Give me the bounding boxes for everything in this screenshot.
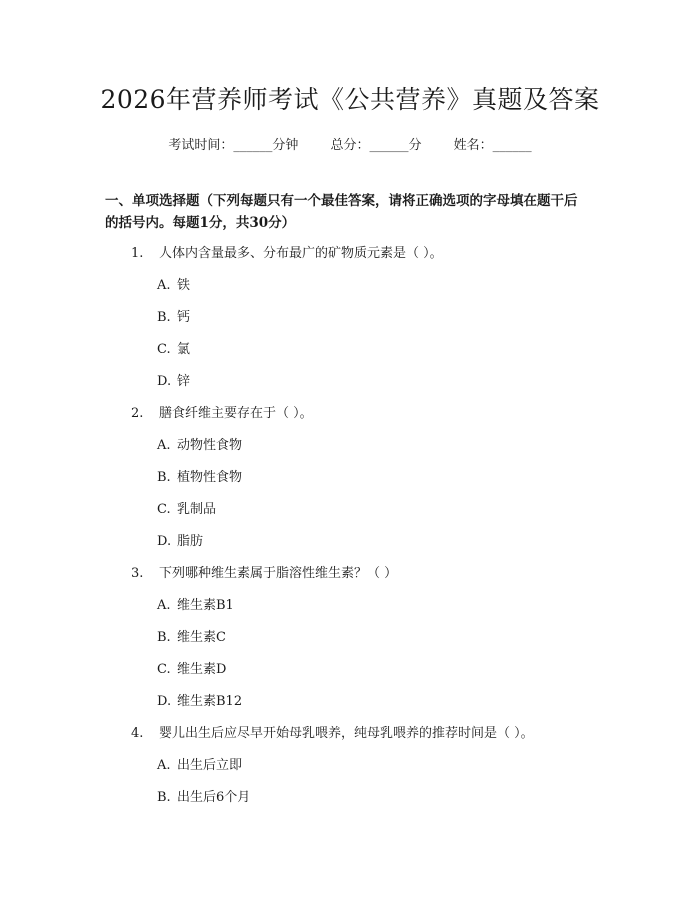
question-item xyxy=(131,243,700,275)
answer-option[interactable] xyxy=(157,467,700,499)
question-number: 3. xyxy=(131,566,144,581)
question-list xyxy=(0,243,700,819)
question-text: 下列哪种维生素属于脂溶性维生素？（ ） xyxy=(159,566,398,581)
option-text: 铁 xyxy=(177,278,191,293)
option-letter: D. xyxy=(157,374,172,389)
option-letter: A. xyxy=(157,278,171,293)
total-score-field: 总分：______分 xyxy=(330,138,422,153)
option-letter: D. xyxy=(157,534,172,549)
document-title: 2026年营养师考试《公共营养》真题及答案 xyxy=(100,85,600,114)
answer-option[interactable] xyxy=(157,755,700,787)
answer-option[interactable] xyxy=(157,627,700,659)
question-text: 膳食纤维主要存在于（ ）。 xyxy=(159,406,313,421)
option-letter: C. xyxy=(157,342,171,357)
question-number: 4. xyxy=(131,726,144,741)
answer-option[interactable] xyxy=(157,339,700,371)
option-text: 植物性食物 xyxy=(177,470,243,485)
answer-option[interactable] xyxy=(157,499,700,531)
question-item xyxy=(131,563,700,595)
option-text: 锌 xyxy=(177,374,191,389)
question-number: 2. xyxy=(131,406,144,421)
answer-option[interactable] xyxy=(157,595,700,627)
option-letter: A. xyxy=(157,758,171,773)
option-letter: B. xyxy=(157,310,171,325)
option-text: 维生素D xyxy=(177,662,227,677)
answer-option[interactable] xyxy=(157,371,700,403)
option-letter: B. xyxy=(157,470,171,485)
answer-option[interactable] xyxy=(157,787,700,819)
option-letter: B. xyxy=(157,790,171,805)
question-text: 人体内含量最多、分布最广的矿物质元素是（ ）。 xyxy=(159,246,443,261)
section-heading xyxy=(105,190,605,234)
option-letter: C. xyxy=(157,502,171,517)
option-text: 乳制品 xyxy=(177,502,217,517)
section-heading-line2: 的括号内。每题1分，共30分） xyxy=(105,215,296,231)
exam-info xyxy=(0,134,700,153)
option-letter: D. xyxy=(157,694,172,709)
option-letter: A. xyxy=(157,598,171,613)
option-text: 维生素C xyxy=(177,630,226,645)
answer-option[interactable] xyxy=(157,307,700,339)
exam-time-field: 考试时间：______分钟 xyxy=(168,138,299,153)
option-text: 钙 xyxy=(177,310,191,325)
option-text: 出生后6个月 xyxy=(177,790,251,805)
question-number: 1. xyxy=(131,246,144,261)
question-item xyxy=(131,723,700,755)
option-letter: A. xyxy=(157,438,171,453)
answer-option[interactable] xyxy=(157,691,700,723)
answer-option[interactable] xyxy=(157,435,700,467)
option-letter: C. xyxy=(157,662,171,677)
answer-option[interactable] xyxy=(157,531,700,563)
option-letter: B. xyxy=(157,630,171,645)
answer-option[interactable] xyxy=(157,659,700,691)
answer-option[interactable] xyxy=(157,275,700,307)
question-text: 婴儿出生后应尽早开始母乳喂养，纯母乳喂养的推荐时间是（ ）。 xyxy=(159,726,534,741)
option-text: 氯 xyxy=(177,342,191,357)
name-field: 姓名：______ xyxy=(453,138,532,153)
section-heading-line1: 一、单项选择题（下列每题只有一个最佳答案，请将正确选项的字母填在题干后 xyxy=(105,193,578,209)
option-text: 脂肪 xyxy=(177,534,204,549)
option-text: 出生后立即 xyxy=(177,758,243,773)
option-text: 动物性食物 xyxy=(177,438,243,453)
question-item xyxy=(131,403,700,435)
option-text: 维生素B12 xyxy=(177,694,243,709)
option-text: 维生素B1 xyxy=(177,598,234,613)
